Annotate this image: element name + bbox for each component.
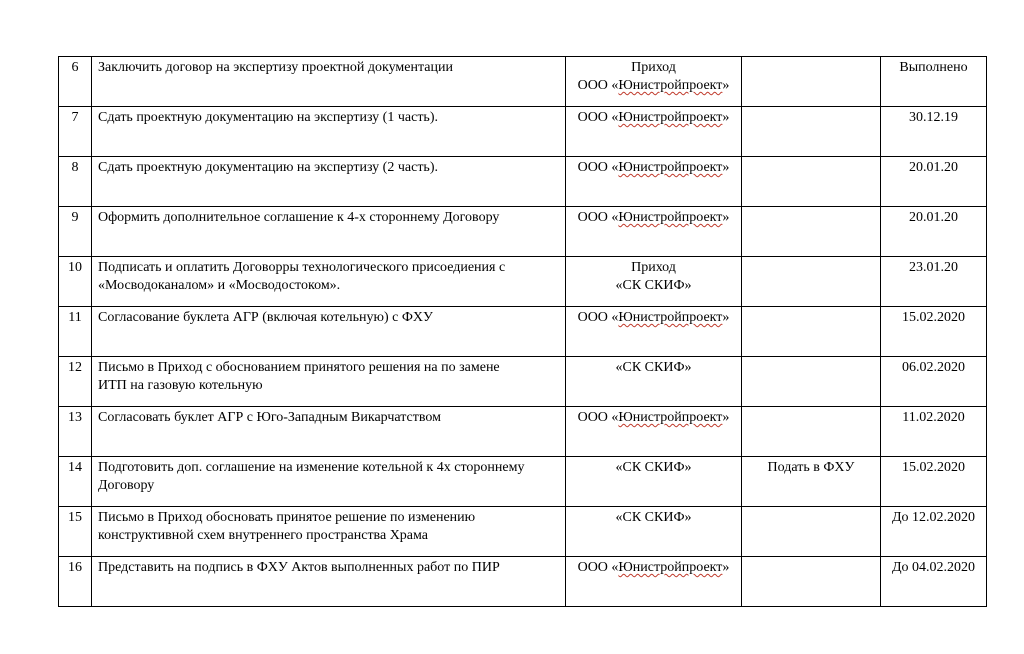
responsible-party: [566, 257, 742, 307]
task-text-line: Заключить договор на экспертизу проектной документации: [98, 60, 453, 75]
task-text-line: Оформить дополнительное соглашение к 4-х стороннему Договору: [98, 210, 500, 225]
responsible-text: ООО «: [577, 310, 619, 325]
task-text-line: Сдать проектную документацию на экспертизу (2 часть).: [98, 160, 438, 175]
responsible-party: [566, 207, 742, 257]
table-row: [59, 557, 987, 607]
responsible-party: [566, 57, 742, 107]
row-number: 16: [59, 557, 92, 607]
task-text-line: конструктивной схем внутреннего пространства Храма: [98, 528, 428, 543]
responsible-text: »: [722, 210, 730, 225]
table-row: [59, 357, 987, 407]
note: [742, 157, 881, 207]
task-text-line: Письмо в Приход с обоснованием принятого решения на по замене: [98, 360, 500, 375]
table-row: [59, 207, 987, 257]
responsible-text: ООО «: [577, 410, 619, 425]
task-text-line: Письмо в Приход обосновать принятое решение по изменению: [98, 510, 476, 525]
company-name: Юнистройпроект: [618, 410, 723, 425]
responsible-line: [572, 59, 735, 77]
note: [742, 407, 881, 457]
responsible-line: [572, 259, 735, 277]
company-name: Юнистройпроект: [618, 110, 723, 125]
task-text-line: Подготовить доп. соглашение на изменение котельной к 4х стороннему: [98, 460, 525, 475]
responsible-line: [572, 509, 735, 527]
deadline-status: 20.01.20: [881, 207, 987, 257]
deadline-status: 15.02.2020: [881, 457, 987, 507]
responsible-line: [572, 109, 735, 127]
task-text-line: Сдать проектную документацию на экспертизу (1 часть).: [98, 110, 438, 125]
responsible-text: Приход: [631, 260, 676, 275]
deadline-status: 23.01.20: [881, 257, 987, 307]
company-name: Юнистройпроект: [618, 160, 723, 175]
responsible-text: «СК СКИФ»: [615, 360, 692, 375]
deadline-status: 20.01.20: [881, 157, 987, 207]
responsible-text: «СК СКИФ»: [615, 278, 692, 293]
table-row: [59, 507, 987, 557]
responsible-line: [572, 77, 735, 95]
note: [742, 107, 881, 157]
row-number: 12: [59, 357, 92, 407]
responsible-line: [572, 277, 735, 295]
task-description: [92, 357, 566, 407]
task-description: [92, 557, 566, 607]
responsible-line: [572, 159, 735, 177]
row-number: 15: [59, 507, 92, 557]
note: [742, 557, 881, 607]
responsible-text: «СК СКИФ»: [615, 510, 692, 525]
responsible-text: Приход: [631, 60, 676, 75]
responsible-party: [566, 107, 742, 157]
responsible-text: «СК СКИФ»: [615, 460, 692, 475]
table-row: [59, 157, 987, 207]
responsible-party: [566, 157, 742, 207]
row-number: 14: [59, 457, 92, 507]
row-number: 9: [59, 207, 92, 257]
note: [742, 357, 881, 407]
responsible-text: »: [722, 410, 730, 425]
table-row: [59, 257, 987, 307]
task-description: [92, 407, 566, 457]
responsible-line: [572, 309, 735, 327]
task-description: [92, 507, 566, 557]
task-text-line: Согласование буклета АГР (включая котельную) с ФХУ: [98, 310, 433, 325]
responsible-line: [572, 359, 735, 377]
company-name: Юнистройпроект: [618, 210, 723, 225]
note: [742, 307, 881, 357]
responsible-line: [572, 559, 735, 577]
company-name: Юнистройпроект: [618, 310, 723, 325]
task-text-line: Согласовать буклет АГР с Юго-Западным Викарчатством: [98, 410, 441, 425]
task-description: [92, 457, 566, 507]
deadline-status: 06.02.2020: [881, 357, 987, 407]
task-table: [58, 56, 987, 607]
deadline-status: До 12.02.2020: [881, 507, 987, 557]
deadline-status: Выполнено: [881, 57, 987, 107]
row-number: 11: [59, 307, 92, 357]
deadline-status: 11.02.2020: [881, 407, 987, 457]
responsible-party: [566, 457, 742, 507]
task-description: [92, 157, 566, 207]
responsible-party: [566, 357, 742, 407]
row-number: 13: [59, 407, 92, 457]
task-description: [92, 207, 566, 257]
responsible-line: [572, 409, 735, 427]
responsible-text: »: [722, 78, 730, 93]
row-number: 6: [59, 57, 92, 107]
note: [742, 207, 881, 257]
row-number: 10: [59, 257, 92, 307]
deadline-status: 30.12.19: [881, 107, 987, 157]
responsible-text: »: [722, 110, 730, 125]
row-number: 8: [59, 157, 92, 207]
responsible-line: [572, 459, 735, 477]
task-description: [92, 307, 566, 357]
responsible-text: »: [722, 310, 730, 325]
task-description: [92, 57, 566, 107]
table-row: [59, 307, 987, 357]
responsible-text: ООО «: [577, 160, 619, 175]
company-name: Юнистройпроект: [618, 78, 723, 93]
responsible-party: [566, 557, 742, 607]
responsible-party: [566, 307, 742, 357]
responsible-text: »: [722, 560, 730, 575]
responsible-text: ООО «: [577, 110, 619, 125]
responsible-party: [566, 507, 742, 557]
responsible-text: ООО «: [577, 78, 619, 93]
responsible-text: ООО «: [577, 210, 619, 225]
task-table-body: [59, 57, 987, 607]
responsible-party: [566, 407, 742, 457]
company-name: Юнистройпроект: [618, 560, 723, 575]
table-row: [59, 407, 987, 457]
task-description: [92, 107, 566, 157]
note: [742, 57, 881, 107]
task-text-line: Подписать и оплатить Договорры технологического присоедиения с: [98, 260, 506, 275]
task-text-line: «Мосводоканалом» и «Мосводостоком».: [98, 278, 341, 293]
task-text-line: Представить на подпись в ФХУ Актов выполненных работ по ПИР: [98, 560, 500, 575]
task-description: [92, 257, 566, 307]
note: Подать в ФХУ: [742, 457, 881, 507]
table-row: [59, 57, 987, 107]
deadline-status: До 04.02.2020: [881, 557, 987, 607]
note: [742, 257, 881, 307]
table-row: [59, 107, 987, 157]
note: [742, 507, 881, 557]
task-text-line: Договору: [98, 478, 155, 493]
deadline-status: 15.02.2020: [881, 307, 987, 357]
task-text-line: ИТП на газовую котельную: [98, 378, 263, 393]
responsible-line: [572, 209, 735, 227]
row-number: 7: [59, 107, 92, 157]
table-row: [59, 457, 987, 507]
responsible-text: ООО «: [577, 560, 619, 575]
responsible-text: »: [722, 160, 730, 175]
